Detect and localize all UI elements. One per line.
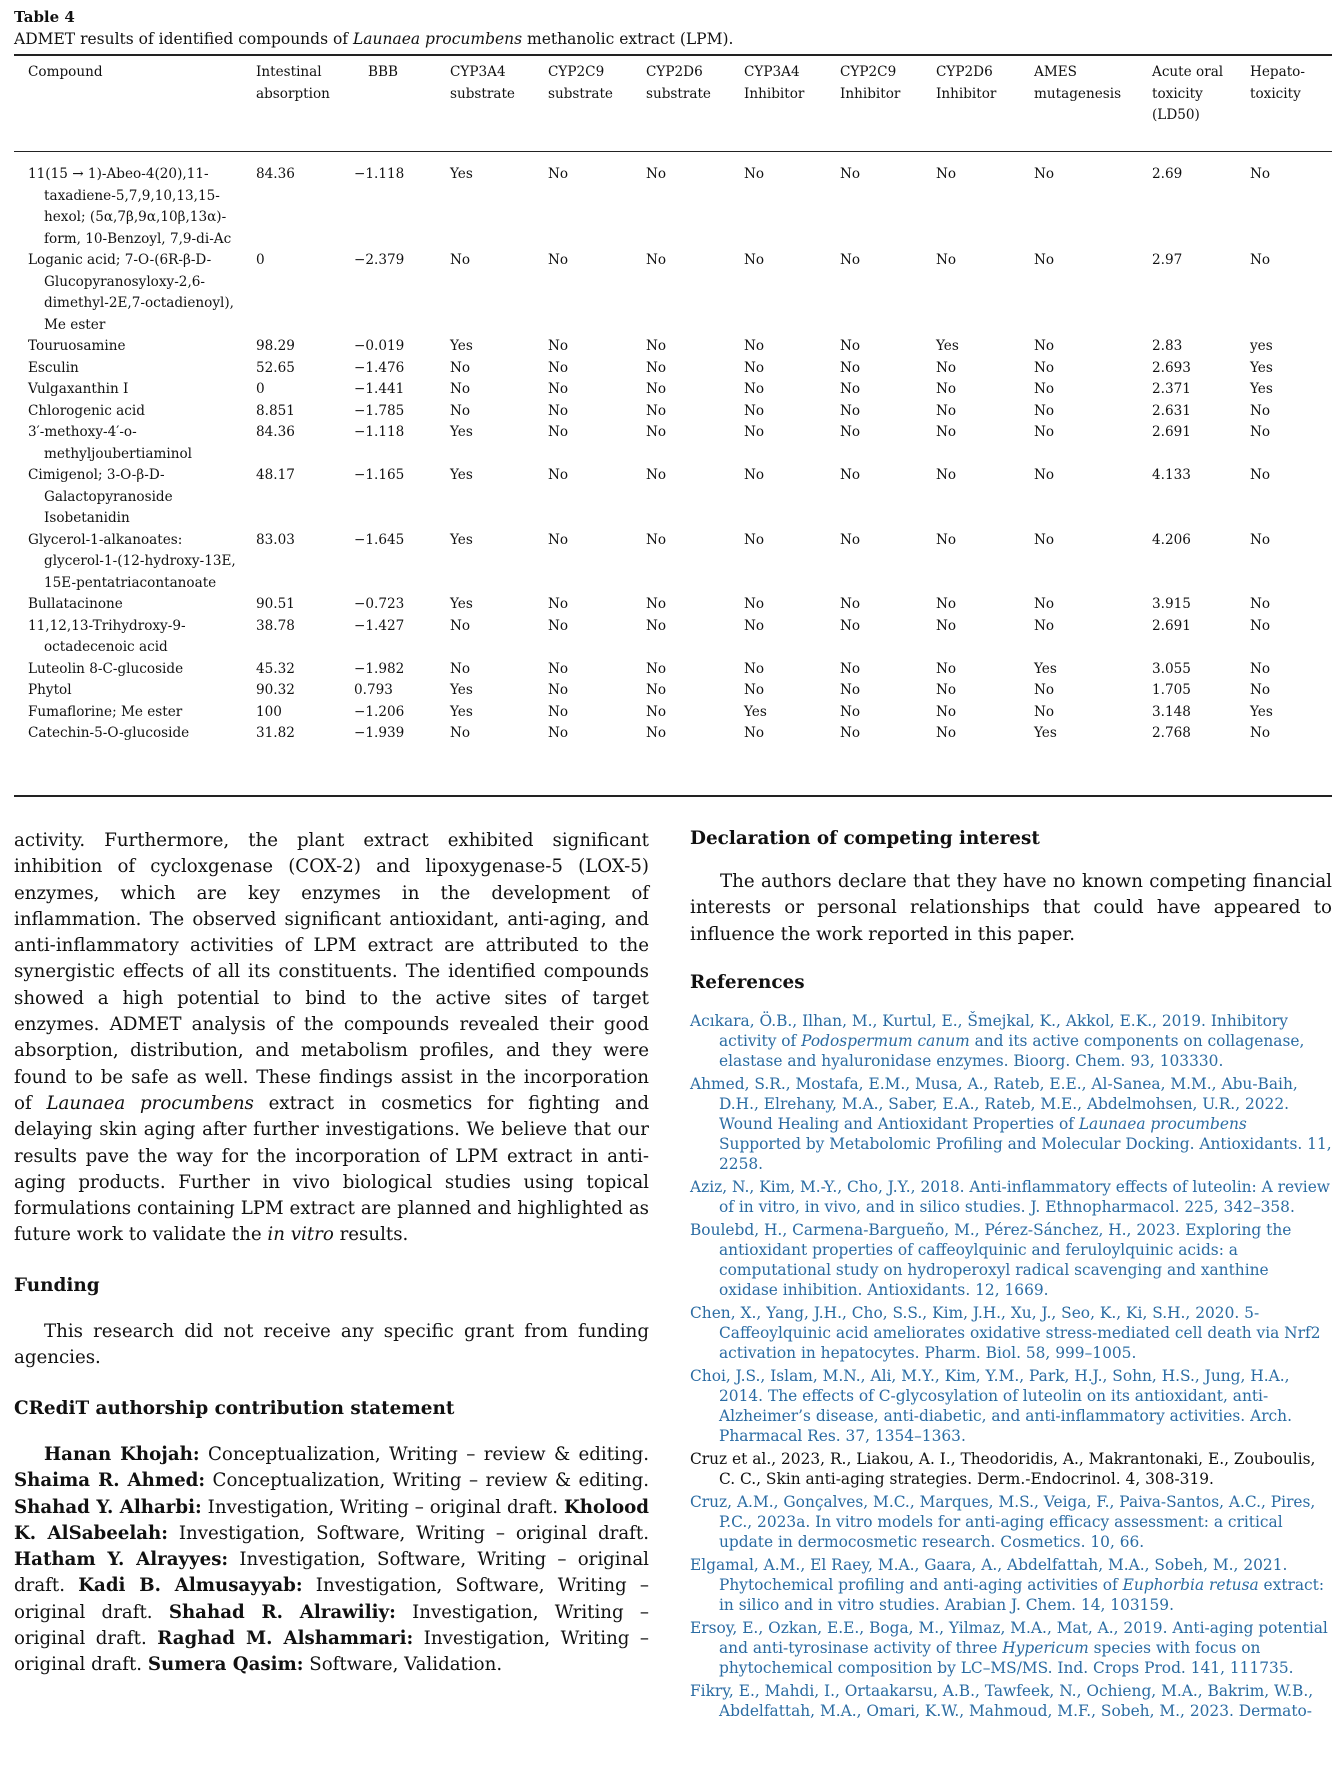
references-list xyxy=(690,1011,1332,1721)
right-column xyxy=(690,828,1332,1724)
table-cell: No xyxy=(1034,531,1055,548)
table-cell: Yes xyxy=(450,338,473,354)
table-cell: −2.379 xyxy=(354,252,405,268)
declaration-heading: Declaration of competing interest xyxy=(690,828,1040,849)
table-cell: Yes xyxy=(450,467,473,483)
table-cell: No xyxy=(1250,424,1271,440)
table-cell: No xyxy=(936,617,957,634)
compound-name: Phytol xyxy=(28,682,72,698)
table-cell: No xyxy=(646,725,667,741)
reference-text: Boulebd, H., Carmena-Bargueño, M., Pérez-Sánchez, H., 2023. Exploring the antioxidant properties of caffeoylquinic and feruloylquinic acids: a computational study on hydroperoxyl radical scavenging and xanthine oxidase inhibition. Antioxidants. 12, 1669. xyxy=(690,1220,1292,1299)
table-cell: No xyxy=(646,252,667,268)
compound-name: Glycerol-1-alkanoates: glycerol-1-(12-hydroxy-13E, 15E-pentatriacontanoate xyxy=(28,531,236,591)
table-cell: yes xyxy=(1250,338,1273,354)
species-name: Launaea procumbens xyxy=(46,1092,254,1114)
table-cell: 90.32 xyxy=(256,682,295,698)
table-cell: No xyxy=(1034,424,1055,440)
table-cell: 98.29 xyxy=(256,338,295,354)
table-cell: No xyxy=(646,703,667,720)
table-cell: No xyxy=(1250,402,1271,419)
author-roles: Investigation, Writing – original draft. xyxy=(201,1496,564,1518)
table-cell: No xyxy=(646,467,667,483)
table-cell: No xyxy=(936,531,957,548)
reference-entry[interactable] xyxy=(690,1618,1332,1678)
table-cell: No xyxy=(840,252,861,268)
column-header: BBB xyxy=(368,64,398,80)
author-name: Sumera Qasim: xyxy=(147,1654,304,1676)
table-cell: No xyxy=(1034,359,1055,376)
table-cell: No xyxy=(1250,617,1271,634)
table-cell: 2.69 xyxy=(1152,166,1183,182)
table-row xyxy=(14,680,1332,702)
table-cell: No xyxy=(936,424,957,440)
table-row xyxy=(14,723,1332,745)
table-cell: No xyxy=(646,617,667,634)
table-row xyxy=(14,616,1332,659)
table-cell: 52.65 xyxy=(256,359,295,376)
table-cell: No xyxy=(840,166,861,182)
compound-name: Catechin-5-O-glucoside xyxy=(28,725,190,741)
compound-cell xyxy=(14,465,242,530)
author-name: Shahad Y. Alharbi: xyxy=(14,1496,202,1518)
table-cell: Yes xyxy=(450,596,473,612)
compound-cell xyxy=(14,250,242,336)
reference-entry[interactable] xyxy=(690,1492,1332,1552)
table-body xyxy=(14,156,1332,745)
table-row xyxy=(14,659,1332,681)
compound-name: 11(15 → 1)-Abeo-4(20),11-taxadiene-5,7,9,10,13,15-hexol; (5α,7β,9α,10β,13α)-form, 10-Benzoyl, 7,9-di-Ac xyxy=(28,166,232,247)
in-vitro-term: in vitro xyxy=(267,1224,334,1246)
author-name: Shaima R. Ahmed: xyxy=(14,1470,206,1492)
table-header-row xyxy=(14,62,1332,156)
compound-name: 3′-methoxy-4′-o-methyljoubertiaminol xyxy=(28,424,193,462)
column-header: Intestinal absorption xyxy=(256,64,330,102)
reference-text-end: extract: in silico and in vitro studies. Arabian J. Chem. 14, 103159. xyxy=(719,1575,1325,1614)
reference-text: Chen, X., Yang, J.H., Cho, S.S., Kim, J.H., Xu, J., Seo, K., Ki, S.H., 2020. 5-Caffeoylquinic acid ameliorates oxidative stress-mediated cell death via Nrf2 activation in hepatocytes. Pharm. Biol. 58, 999–1005. xyxy=(690,1303,1321,1362)
admet-table xyxy=(14,62,1332,745)
author-name: Kholood K. AlSabeelah: xyxy=(14,1496,650,1544)
reference-entry[interactable] xyxy=(690,1303,1332,1363)
table-cell: No xyxy=(840,725,861,741)
credit-statement xyxy=(14,1442,649,1679)
column-header: CYP3A4 Inhibitor xyxy=(744,64,805,102)
reference-text: Choi, J.S., Islam, M.N., Ali, M.Y., Kim, Y.M., Park, H.J., Sohn, H.S., Jung, H.A., 2014. The effects of C-glycosylation of luteolin on its antioxidant, anti-Alzheimer’s disease, anti-diabetic, and anti-inflammatory activities. Arch. Pharmacal Res. 37, 1354–1363. xyxy=(690,1366,1292,1445)
table-cell: Yes xyxy=(744,703,767,720)
reference-text: Fikry, E., Mahdi, I., Ortaakarsu, A.B., Tawfeek, N., Ochieng, M.A., Bakrim, W.B., Abdelfattah, M.A., Omari, K.W., Mahmoud, M.F., Sobeh, M., 2023. Dermato- xyxy=(690,1681,1314,1720)
table-cell: 31.82 xyxy=(256,725,295,741)
reference-text: Cruz, A.M., Gonçalves, M.C., Marques, M.S., Veiga, F., Paiva-Santos, A.C., Pires, P.C., 2023a. In vitro models for anti-aging efficacy assessment: a critical update in dermocosmetic research. Cosmetics. 10, 66. xyxy=(690,1492,1316,1551)
table-cell: 1.705 xyxy=(1152,682,1191,698)
table-cell: No xyxy=(936,166,957,182)
column-header: AMES mutagenesis xyxy=(1034,64,1122,102)
table-cell: 0.793 xyxy=(354,682,393,698)
table-cell: No xyxy=(840,359,861,376)
table-cell: No xyxy=(646,402,667,419)
reference-text: Ersoy, E., Ozkan, E.E., Boga, M., Yilmaz, M.A., Mat, A., 2019. Anti-aging potential and anti-tyrosinase activity of three xyxy=(690,1618,1328,1657)
table-cell: No xyxy=(744,381,765,397)
reference-entry[interactable] xyxy=(690,1366,1332,1446)
compound-cell xyxy=(14,379,242,401)
table-row xyxy=(14,465,1332,530)
reference-text: Acıkara, Ö.B., Ilhan, M., Kurtul, E., Šmejkal, K., Akkol, E.K., 2019. Inhibitory activity of xyxy=(690,1011,1288,1050)
table-cell: No xyxy=(840,617,861,634)
credit-heading: CRediT authorship contribution statement xyxy=(14,1397,455,1419)
author-roles: Investigation, Writing – original draft. xyxy=(14,1601,650,1650)
table-cell: No xyxy=(1250,596,1271,612)
author-name: Shahad R. Alrawiliy: xyxy=(168,1601,396,1623)
table-cell: 2.631 xyxy=(1152,402,1191,419)
table-cell: No xyxy=(744,531,765,548)
table-cell: No xyxy=(450,359,471,376)
table-row xyxy=(14,379,1332,401)
table-row xyxy=(14,358,1332,380)
table-cell: No xyxy=(744,467,765,483)
table-cell: 38.78 xyxy=(256,617,295,634)
table-cell: No xyxy=(1250,660,1271,677)
table-cell: 2.691 xyxy=(1152,424,1191,440)
table-cell: No xyxy=(1034,338,1055,354)
table-cell: −1.165 xyxy=(354,467,405,483)
table-cell: Yes xyxy=(1250,381,1273,397)
compound-name: Luteolin 8-C-glucoside xyxy=(28,660,184,677)
compound-cell xyxy=(14,616,242,659)
table-cell: No xyxy=(744,424,765,440)
reference-entry[interactable] xyxy=(690,1555,1332,1615)
table-top-rule xyxy=(14,54,1332,56)
compound-name: Chlorogenic acid xyxy=(28,402,145,419)
table-cell: No xyxy=(548,703,569,720)
compound-name: Esculin xyxy=(28,359,79,376)
column-header: Acute oral toxicity (LD50) xyxy=(1152,64,1224,123)
author-roles: Investigation, Software, Writing – original draft. xyxy=(14,1575,649,1623)
table-cell: No xyxy=(936,682,957,698)
table-cell: 2.768 xyxy=(1152,725,1191,741)
table-cell: 90.51 xyxy=(256,596,295,612)
table-cell: No xyxy=(840,402,861,419)
table-cell: No xyxy=(548,596,569,612)
table-cell: No xyxy=(936,381,957,397)
author-roles: Conceptualization, Writing – review & editing. xyxy=(205,1470,649,1492)
table-cell: No xyxy=(646,682,667,698)
table-cell: No xyxy=(744,359,765,376)
caption-text: ADMET results of identified compounds of xyxy=(14,30,353,48)
author-roles: Investigation, Software, Writing – original draft. xyxy=(14,1549,649,1597)
table-row xyxy=(14,401,1332,423)
compound-cell xyxy=(14,401,242,423)
compound-cell xyxy=(14,422,242,465)
table-cell: 84.36 xyxy=(256,166,295,182)
table-cell: 4.206 xyxy=(1152,531,1191,548)
table-cell: No xyxy=(548,381,569,397)
column-header: Hepato-toxicity xyxy=(1250,64,1305,102)
table-cell: 2.371 xyxy=(1152,381,1191,397)
table-cell: Yes xyxy=(450,424,473,440)
table-cell: No xyxy=(646,381,667,397)
table-cell: No xyxy=(840,682,861,698)
table-row xyxy=(14,594,1332,616)
table-cell: No xyxy=(548,682,569,698)
table-cell: No xyxy=(1250,682,1271,698)
table-cell: 2.693 xyxy=(1152,359,1191,376)
table-cell: No xyxy=(548,725,569,741)
reference-text: Ahmed, S.R., Mostafa, E.M., Musa, A., Rateb, E.E., Al-Sanea, M.M., Abu-Baih, D.H., Elrehany, M.A., Saber, E.A., Rateb, M.E., Abdelmohsen, U.R., 2022. Wound Healing and Antioxidant Properties of xyxy=(690,1074,1298,1133)
table-cell: 48.17 xyxy=(256,467,295,483)
table-cell: Yes xyxy=(936,338,959,354)
compound-name: Loganic acid; 7-O-(6R-β-D-Glucopyranosyloxy-2,6-dimethyl-2E,7-octadienoyl), Me ester xyxy=(28,252,235,333)
table-cell: No xyxy=(1034,467,1055,483)
table-cell: No xyxy=(840,424,861,440)
table-cell: No xyxy=(1250,166,1271,182)
reference-text: Elgamal, A.M., El Raey, M.A., Gaara, A., Abdelfattah, M.A., Sobeh, M., 2021. Phytochemical profiling and anti-aging activities of xyxy=(690,1555,1288,1594)
table-cell: No xyxy=(936,703,957,720)
column-header: CYP2D6 Inhibitor xyxy=(936,64,997,102)
table-cell: Yes xyxy=(1034,660,1057,677)
table-row xyxy=(14,422,1332,465)
reference-text-end: species with focus on phytochemical composition by LC–MS/MS. Ind. Crops Prod. 141, 111735. xyxy=(719,1638,1294,1677)
table-cell: −1.441 xyxy=(354,381,405,397)
table-row xyxy=(14,702,1332,724)
table-cell: −1.939 xyxy=(354,725,405,741)
table-cell: No xyxy=(744,617,765,634)
table-cell: No xyxy=(840,531,861,548)
table-cell: No xyxy=(840,381,861,397)
author-roles: Software, Validation. xyxy=(303,1654,503,1676)
table-cell: Yes xyxy=(450,703,473,720)
table-label: Table 4 xyxy=(14,8,75,26)
table-cell: −1.645 xyxy=(354,531,405,548)
table-cell: No xyxy=(548,166,569,182)
table-cell: No xyxy=(840,596,861,612)
table-cell: No xyxy=(936,402,957,419)
table-cell: −0.723 xyxy=(354,596,405,612)
table-cell: No xyxy=(646,338,667,354)
compound-cell xyxy=(14,702,242,724)
reference-entry[interactable] xyxy=(690,1177,1332,1217)
table-cell: No xyxy=(548,359,569,376)
spacer-row xyxy=(14,156,1332,164)
table-cell: No xyxy=(744,338,765,354)
compound-name: Fumaflorine; Me ester xyxy=(28,703,183,720)
compound-name: Bullatacinone xyxy=(28,596,123,612)
left-column xyxy=(14,828,649,1679)
table-row xyxy=(14,164,1332,250)
table-cell: No xyxy=(840,467,861,483)
table-cell: No xyxy=(936,252,957,268)
compound-cell xyxy=(14,659,242,681)
column-header: CYP3A4 substrate xyxy=(450,64,515,102)
table-cell: No xyxy=(1034,703,1055,720)
table-cell: 100 xyxy=(256,703,282,720)
reference-italic: Launaea procumbens xyxy=(1078,1114,1247,1133)
compound-cell xyxy=(14,336,242,358)
reference-entry[interactable] xyxy=(690,1681,1332,1721)
conclusion-text-3: results. xyxy=(333,1224,409,1246)
column-header: Compound xyxy=(28,64,103,80)
table-cell: 8.851 xyxy=(256,402,295,419)
conclusion-text-2: extract in cosmetics for fighting and delaying skin aging after further investigations. We believe that our results pave the way for the incorporation of LPM extract in anti-aging products. Further in vivo biological studies using topical formulations containing LPM extract are planned and highlighted as future work to validate the xyxy=(14,1092,650,1246)
table-cell: No xyxy=(1034,252,1055,268)
reference-entry[interactable] xyxy=(690,1074,1332,1174)
table-cell: −1.427 xyxy=(354,617,405,634)
author-name: Hatham Y. Alrayyes: xyxy=(14,1549,229,1571)
table-cell: No xyxy=(744,252,765,268)
table-cell: 0 xyxy=(256,252,265,268)
table-cell: 83.03 xyxy=(256,531,295,548)
table-cell: Yes xyxy=(450,531,473,548)
table-cell: Yes xyxy=(450,166,473,182)
table-cell: No xyxy=(1034,617,1055,634)
table-cell: No xyxy=(450,402,471,419)
table-cell: Yes xyxy=(1250,359,1273,376)
author-roles: Investigation, Software, Writing – original draft. xyxy=(168,1522,650,1544)
reference-entry[interactable] xyxy=(690,1220,1332,1300)
table-cell: No xyxy=(744,725,765,741)
table-cell: 45.32 xyxy=(256,660,295,677)
table-cell: −1.118 xyxy=(354,166,405,182)
table-cell: Yes xyxy=(1250,703,1273,720)
funding-heading: Funding xyxy=(14,1274,100,1296)
column-header: CYP2D6 substrate xyxy=(646,64,711,102)
table-cell: No xyxy=(1034,596,1055,612)
declaration-text: The authors declare that they have no known competing financial interests or personal relationships that could have appeared to influence the work reported in this paper. xyxy=(690,871,1332,945)
reference-entry[interactable] xyxy=(690,1011,1332,1071)
reference-italic: Hypericum xyxy=(1002,1638,1089,1657)
table-cell: No xyxy=(936,596,957,612)
table-row xyxy=(14,336,1332,358)
table-cell: 2.691 xyxy=(1152,617,1191,634)
compound-cell xyxy=(14,530,242,595)
table-cell: −0.019 xyxy=(354,338,405,354)
table-cell: No xyxy=(548,252,569,268)
conclusion-text: activity. Furthermore, the plant extract exhibited significant inhibition of cycloxgenase (COX-2) and lipoxygenase-5 (LOX-5) enzymes, which are key enzymes in the development of inflammation. The observed significant antioxidant, anti-aging, and anti-inflammatory activities of LPM extract are attributed to the synergistic effects of all its constituents. The identified compounds showed a high potential to bind to the active sites of target enzymes. ADMET analysis of the compounds revealed their good absorption, distribution, and metabolism profiles, and they were found to be safe as well. These findings assist in the incorporation of xyxy=(14,830,649,1114)
table-cell: 84.36 xyxy=(256,424,295,440)
table-cell: No xyxy=(548,338,569,354)
table-row xyxy=(14,530,1332,595)
table-cell: No xyxy=(646,531,667,548)
table-cell: No xyxy=(744,166,765,182)
table-cell: No xyxy=(450,617,471,634)
table-cell: No xyxy=(1034,682,1055,698)
table-cell: −1.118 xyxy=(354,424,405,440)
author-name: Raghad M. Alshammari: xyxy=(157,1628,414,1650)
table-cell: 3.148 xyxy=(1152,703,1191,720)
table-cell: −1.206 xyxy=(354,703,405,720)
compound-name: Touruosamine xyxy=(28,338,126,354)
table-cell: No xyxy=(646,596,667,612)
compound-name: 11,12,13-Trihydroxy-9-octadecenoic acid xyxy=(28,617,186,655)
author-name: Kadi B. Almusayyab: xyxy=(78,1575,303,1597)
reference-italic: Podospermum canum xyxy=(801,1031,970,1050)
reference-text: Aziz, N., Kim, M.-Y., Cho, J.Y., 2018. Anti-inflammatory effects of luteolin: A review of in vitro, in vivo, and in silico studies. J. Ethnopharmacol. 225, 342–358. xyxy=(690,1177,1330,1216)
compound-name: Vulgaxanthin I xyxy=(28,381,129,397)
table-cell: No xyxy=(936,467,957,483)
table-cell: 4.133 xyxy=(1152,467,1191,483)
table-cell: −1.785 xyxy=(354,402,405,419)
author-roles: Conceptualization, Writing – review & editing. xyxy=(199,1443,650,1465)
table-cell: 3.055 xyxy=(1152,660,1191,677)
reference-text-end: Supported by Metabolomic Profiling and Molecular Docking. Antioxidants. 11, 2258. xyxy=(719,1134,1332,1173)
table-cell: No xyxy=(1034,402,1055,419)
table-row xyxy=(14,250,1332,336)
table-cell: No xyxy=(1250,252,1271,268)
reference-italic: Euphorbia retusa xyxy=(1122,1575,1259,1594)
compound-cell xyxy=(14,164,242,250)
author-roles: Investigation, Writing – original draft. xyxy=(14,1628,650,1676)
table-cell: No xyxy=(1250,725,1271,741)
table-cell: No xyxy=(936,660,957,677)
table-cell: No xyxy=(548,660,569,677)
column-header: CYP2C9 Inhibitor xyxy=(840,64,901,102)
table-bottom-rule xyxy=(14,795,1332,797)
table-cell: No xyxy=(548,424,569,440)
table-cell: No xyxy=(744,660,765,677)
reference-text: Cruz et al., 2023, R., Liakou, A. I., Theodoridis, A., Makrantonaki, E., Zouboulis, C. C., Skin anti-aging strategies. Derm.-Endocrinol. 4, 308-319. xyxy=(690,1449,1316,1488)
table-cell: No xyxy=(936,725,957,741)
table-cell: No xyxy=(840,703,861,720)
author-name: Hanan Khojah: xyxy=(44,1443,200,1465)
table-cell: No xyxy=(450,660,471,677)
caption-text-end: methanolic extract (LPM). xyxy=(522,30,734,48)
table-cell: 3.915 xyxy=(1152,596,1191,612)
table-cell: 2.97 xyxy=(1152,252,1183,268)
table-cell: No xyxy=(548,402,569,419)
table-cell: 2.83 xyxy=(1152,338,1183,354)
table-cell: Yes xyxy=(450,682,473,698)
table-cell: No xyxy=(646,166,667,182)
table-cell: No xyxy=(450,252,471,268)
compound-cell xyxy=(14,594,242,616)
reference-entry[interactable] xyxy=(690,1449,1332,1489)
table-cell: No xyxy=(450,725,471,741)
references-heading: References xyxy=(690,971,805,993)
compound-cell xyxy=(14,723,242,745)
table-cell: −1.476 xyxy=(354,359,405,376)
table-cell: No xyxy=(646,660,667,677)
table-cell: No xyxy=(744,402,765,419)
table-cell: No xyxy=(744,596,765,612)
compound-cell xyxy=(14,680,242,702)
table-cell: 0 xyxy=(256,381,265,397)
table-cell: No xyxy=(1250,467,1271,483)
table-cell: No xyxy=(936,359,957,376)
table-cell: No xyxy=(548,531,569,548)
table-cell: −1.982 xyxy=(354,660,405,677)
funding-text: This research did not receive any specific grant from funding agencies. xyxy=(14,1321,649,1369)
table-cell: No xyxy=(840,338,861,354)
table-cell: No xyxy=(548,467,569,483)
reference-text-end: and its active components on collagenase, elastase and hyaluronidase enzymes. Bioorg. Chem. 93, 103330. xyxy=(719,1031,1305,1070)
compound-name: Cimigenol; 3-O-β-D-Galactopyranoside Isobetanidin xyxy=(28,467,173,526)
conclusion-paragraph xyxy=(14,828,649,1249)
compound-cell xyxy=(14,358,242,380)
table-cell: No xyxy=(744,682,765,698)
table-cell: No xyxy=(1034,381,1055,397)
table-cell: No xyxy=(1250,531,1271,548)
table-cell: No xyxy=(1034,166,1055,182)
table-cell: No xyxy=(646,359,667,376)
table-caption xyxy=(14,30,733,48)
column-header: CYP2C9 substrate xyxy=(548,64,613,102)
table-cell: Yes xyxy=(1034,725,1057,741)
table-cell: No xyxy=(646,424,667,440)
caption-species: Launaea procumbens xyxy=(352,30,523,48)
table-cell: No xyxy=(450,381,471,397)
table-cell: No xyxy=(840,660,861,677)
table-cell: No xyxy=(548,617,569,634)
